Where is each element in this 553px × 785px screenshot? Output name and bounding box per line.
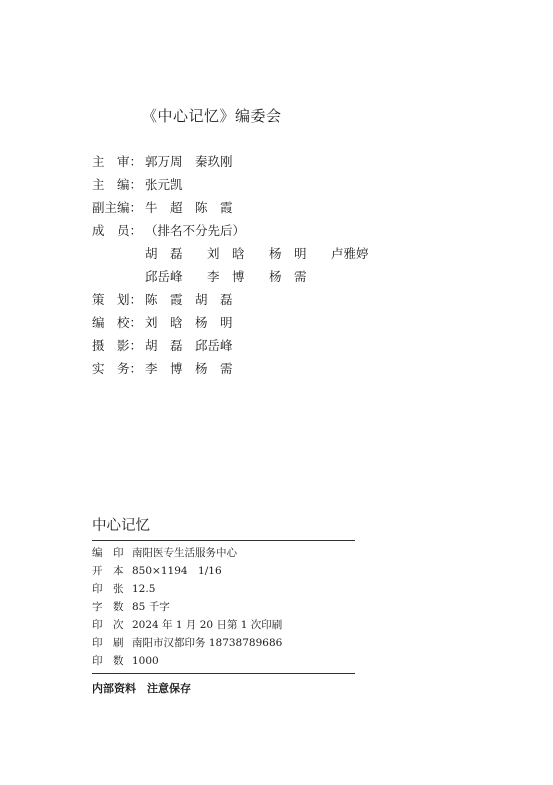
member-name: 胡 磊 bbox=[145, 246, 183, 261]
committee-row-value: 刘 晗 杨 明 bbox=[145, 315, 233, 330]
committee-row-label: 成 员： bbox=[92, 223, 143, 238]
member-name: 杨 明 bbox=[269, 246, 307, 261]
internal-material-note: 内部资料 注意保存 bbox=[92, 682, 191, 695]
committee-row-editor-in-chief bbox=[92, 175, 183, 195]
committee-row-value: 张元凯 bbox=[145, 177, 183, 192]
committee-row-label: 实 务： bbox=[92, 361, 143, 376]
committee-row-affairs bbox=[92, 359, 233, 379]
colophon-row-label: 印 张 bbox=[92, 583, 124, 595]
colophon-row-label: 印 数 bbox=[92, 655, 124, 667]
committee-row-photography bbox=[92, 336, 233, 356]
committee-row-value: （排名不分先后） bbox=[145, 223, 246, 238]
colophon-row-label: 印 次 bbox=[92, 619, 124, 631]
member-name: 杨 需 bbox=[269, 269, 307, 284]
colophon-row-label: 编 印 bbox=[92, 547, 124, 559]
member-name: 邱岳峰 bbox=[145, 269, 183, 284]
member-name: 卢雅婷 bbox=[331, 246, 369, 261]
committee-row-planning bbox=[92, 290, 233, 310]
colophon-row-value: 2024 年 1 月 20 日第 1 次印刷 bbox=[132, 619, 283, 631]
colophon-row-value: 1000 bbox=[132, 655, 159, 667]
committee-row-value: 牛 超 陈 霞 bbox=[145, 200, 233, 215]
colophon-row-format bbox=[92, 563, 222, 579]
committee-title: 《中心记忆》编委会 bbox=[142, 107, 282, 125]
colophon-top-rule bbox=[92, 540, 355, 541]
colophon-row-printer bbox=[92, 635, 282, 651]
committee-row-value: 李 博 杨 需 bbox=[145, 361, 233, 376]
member-name: 刘 晗 bbox=[207, 246, 245, 261]
committee-row-label: 副主编： bbox=[92, 200, 143, 215]
colophon-row-label: 字 数 bbox=[92, 601, 124, 613]
book-title: 中心记忆 bbox=[92, 518, 150, 534]
colophon-row-word-count bbox=[92, 599, 170, 615]
committee-row-value: 陈 霞 胡 磊 bbox=[145, 292, 233, 307]
colophon-row-sheets bbox=[92, 581, 155, 597]
committee-row-label: 编 校： bbox=[92, 315, 143, 330]
colophon-row-value: 南阳市汉都印务 18738789686 bbox=[132, 637, 283, 649]
committee-row-label: 主 编： bbox=[92, 177, 143, 192]
member-name: 李 博 bbox=[207, 269, 245, 284]
colophon-row-value: 12.5 bbox=[132, 583, 156, 595]
committee-row-chief-reviewer bbox=[92, 152, 233, 172]
committee-row-label: 摄 影： bbox=[92, 338, 143, 353]
colophon-row-value: 南阳医专生活服务中心 bbox=[132, 547, 237, 559]
colophon-row-impression bbox=[92, 617, 282, 633]
committee-row-label: 策 划： bbox=[92, 292, 143, 307]
colophon-bottom-rule bbox=[92, 673, 355, 674]
colophon-row-label: 印 刷 bbox=[92, 637, 124, 649]
colophon-row-value: 85 千字 bbox=[132, 601, 170, 613]
colophon-row-publisher bbox=[92, 545, 237, 561]
colophon-row-label: 开 本 bbox=[92, 565, 124, 577]
committee-row-deputy-editor bbox=[92, 198, 233, 218]
colophon-row-value: 850×1194 1/16 bbox=[132, 565, 222, 577]
committee-row-members bbox=[92, 221, 245, 241]
committee-row-label: 主 审： bbox=[92, 154, 143, 169]
colophon-row-print-run bbox=[92, 653, 159, 669]
committee-row-value: 郭万周 秦玖刚 bbox=[145, 154, 233, 169]
committee-row-value: 胡 磊 邱岳峰 bbox=[145, 338, 233, 353]
committee-row-proofreading bbox=[92, 313, 233, 333]
